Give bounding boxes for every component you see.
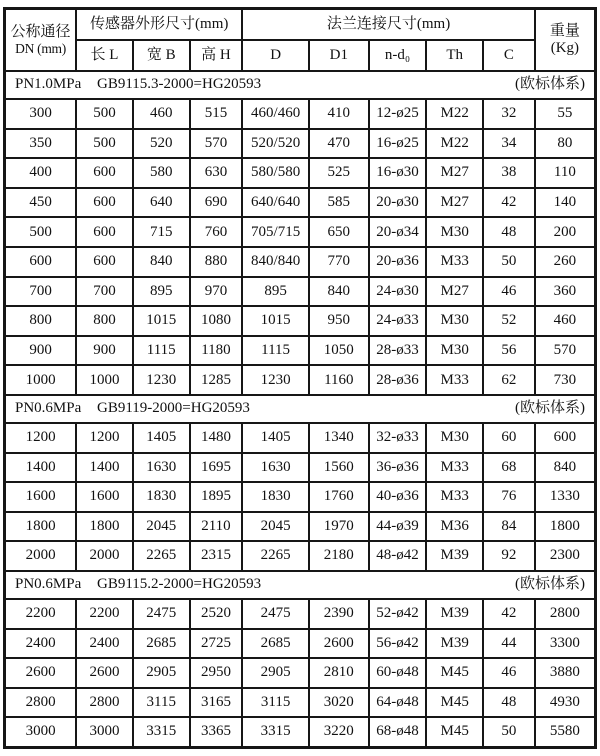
- table-cell: 48: [483, 217, 535, 247]
- table-row: [5, 365, 596, 395]
- table-cell: 12-ø25: [369, 99, 427, 129]
- table-cell: 570: [190, 129, 243, 159]
- header-sub-row: [5, 40, 596, 71]
- table-cell: 3315: [242, 717, 309, 747]
- header-weight-unit: (Kg): [550, 40, 580, 56]
- table-cell: 3115: [242, 688, 309, 718]
- table-cell: 2400: [76, 629, 133, 659]
- table-cell: 895: [133, 277, 190, 307]
- table-cell: 360: [535, 277, 596, 307]
- section-header-row: [5, 71, 596, 99]
- table-cell: 20-ø34: [369, 217, 427, 247]
- table-cell: M39: [426, 599, 483, 629]
- table-cell: 2800: [76, 688, 133, 718]
- table-cell: 460: [535, 306, 596, 336]
- table-cell: 1600: [5, 482, 77, 512]
- table-cell: 2685: [242, 629, 309, 659]
- table-cell: 1180: [190, 336, 243, 366]
- table-cell: 1400: [76, 453, 133, 483]
- table-cell: 110: [535, 158, 596, 188]
- table-cell: 1000: [5, 365, 77, 395]
- table-cell: 200: [535, 217, 596, 247]
- table-cell: 880: [190, 247, 243, 277]
- table-cell: 1480: [190, 423, 243, 453]
- table-row: [5, 158, 596, 188]
- table-row: [5, 512, 596, 542]
- table-cell: 1800: [5, 512, 77, 542]
- table-cell: 24-ø30: [369, 277, 427, 307]
- table-cell: 600: [76, 188, 133, 218]
- table-cell: 450: [5, 188, 77, 218]
- table-row: [5, 482, 596, 512]
- table-cell: 3300: [535, 629, 596, 659]
- header-dn: [5, 9, 77, 72]
- table-cell: 500: [76, 129, 133, 159]
- table-cell: M33: [426, 365, 483, 395]
- table-cell: 62: [483, 365, 535, 395]
- table-cell: 760: [190, 217, 243, 247]
- table-cell: 48-ø42: [369, 541, 427, 571]
- table-cell: 2110: [190, 512, 243, 542]
- table-cell: 1050: [309, 336, 369, 366]
- table-cell: 2520: [190, 599, 243, 629]
- section-system: (欧标体系): [515, 400, 585, 417]
- dimension-table: [3, 7, 597, 749]
- table-cell: 56: [483, 336, 535, 366]
- table-cell: M39: [426, 541, 483, 571]
- table-row: [5, 129, 596, 159]
- header-flange-group: 法兰连接尺寸(mm): [242, 9, 534, 41]
- table-cell: M33: [426, 247, 483, 277]
- table-cell: M27: [426, 277, 483, 307]
- table-cell: 32-ø33: [369, 423, 427, 453]
- table-cell: 3020: [309, 688, 369, 718]
- table-cell: 2600: [309, 629, 369, 659]
- table-cell: 350: [5, 129, 77, 159]
- table-cell: 34: [483, 129, 535, 159]
- table-cell: 2180: [309, 541, 369, 571]
- section-standard: GB9119-2000=HG20593: [97, 400, 250, 417]
- table-cell: 2200: [76, 599, 133, 629]
- header-length: 长 L: [76, 40, 133, 71]
- table-cell: 46: [483, 658, 535, 688]
- header-height: 高 H: [190, 40, 243, 71]
- section-header-cell: [5, 571, 596, 599]
- table-cell: 2725: [190, 629, 243, 659]
- table-cell: 2045: [242, 512, 309, 542]
- table-cell: M45: [426, 658, 483, 688]
- table-cell: 600: [76, 217, 133, 247]
- header-sensor-group: 传感器外形尺寸(mm): [76, 9, 242, 41]
- section-pressure: PN1.0MPa: [15, 76, 82, 93]
- section-header-cell: [5, 395, 596, 423]
- table-cell: 580/580: [242, 158, 309, 188]
- table-cell: 840/840: [242, 247, 309, 277]
- table-cell: 84: [483, 512, 535, 542]
- table-cell: 3315: [133, 717, 190, 747]
- table-cell: 3165: [190, 688, 243, 718]
- section-header-row: [5, 571, 596, 599]
- table-cell: 3115: [133, 688, 190, 718]
- table-cell: 55: [535, 99, 596, 129]
- table-cell: 2000: [5, 541, 77, 571]
- table-cell: 410: [309, 99, 369, 129]
- table-cell: M33: [426, 482, 483, 512]
- table-cell: 48: [483, 688, 535, 718]
- table-cell: 4930: [535, 688, 596, 718]
- table-cell: 36-ø36: [369, 453, 427, 483]
- table-cell: 600: [535, 423, 596, 453]
- table-cell: 60-ø48: [369, 658, 427, 688]
- table-cell: 970: [190, 277, 243, 307]
- table-cell: M30: [426, 336, 483, 366]
- table-cell: 840: [535, 453, 596, 483]
- table-cell: 5580: [535, 717, 596, 747]
- table-cell: 500: [5, 217, 77, 247]
- table-cell: 2265: [242, 541, 309, 571]
- header-width: 宽 B: [133, 40, 190, 71]
- table-cell: 1970: [309, 512, 369, 542]
- table-cell: 650: [309, 217, 369, 247]
- table-cell: M30: [426, 423, 483, 453]
- section-header-row: [5, 395, 596, 423]
- header-d1: D1: [309, 40, 369, 71]
- table-cell: 42: [483, 599, 535, 629]
- table-row: [5, 217, 596, 247]
- table-cell: 500: [76, 99, 133, 129]
- section-header-cell: [5, 71, 596, 99]
- table-cell: 3880: [535, 658, 596, 688]
- table-cell: 80: [535, 129, 596, 159]
- table-cell: 520: [133, 129, 190, 159]
- table-row: [5, 688, 596, 718]
- table-cell: M22: [426, 99, 483, 129]
- table-cell: 60: [483, 423, 535, 453]
- table-cell: 690: [190, 188, 243, 218]
- table-cell: 64-ø48: [369, 688, 427, 718]
- table-cell: 1400: [5, 453, 77, 483]
- table-cell: 1330: [535, 482, 596, 512]
- table-cell: 1115: [242, 336, 309, 366]
- header-c: C: [483, 40, 535, 71]
- table-cell: 1000: [76, 365, 133, 395]
- table-row: [5, 336, 596, 366]
- section-system: (欧标体系): [515, 76, 585, 93]
- table-row: [5, 453, 596, 483]
- table-cell: 2600: [76, 658, 133, 688]
- header-dn-title: 公称通径: [10, 23, 71, 40]
- table-cell: 585: [309, 188, 369, 218]
- table-cell: 1200: [5, 423, 77, 453]
- table-cell: 1830: [242, 482, 309, 512]
- table-cell: 1340: [309, 423, 369, 453]
- table-cell: 28-ø33: [369, 336, 427, 366]
- table-cell: 460: [133, 99, 190, 129]
- table-cell: 715: [133, 217, 190, 247]
- table-cell: 1405: [133, 423, 190, 453]
- table-cell: 3000: [5, 717, 77, 747]
- table-cell: 46: [483, 277, 535, 307]
- table-row: [5, 188, 596, 218]
- table-row: [5, 629, 596, 659]
- table-cell: 900: [5, 336, 77, 366]
- table-cell: 68-ø48: [369, 717, 427, 747]
- table-cell: 42: [483, 188, 535, 218]
- table-cell: 1285: [190, 365, 243, 395]
- table-cell: 2685: [133, 629, 190, 659]
- table-cell: 570: [535, 336, 596, 366]
- table-cell: 2475: [242, 599, 309, 629]
- table-row: [5, 599, 596, 629]
- header-n-d0: n-d₀: [369, 40, 427, 71]
- table-cell: 2810: [309, 658, 369, 688]
- table-cell: 1405: [242, 423, 309, 453]
- section-system: (欧标体系): [515, 576, 585, 593]
- table-cell: M22: [426, 129, 483, 159]
- table-cell: 50: [483, 717, 535, 747]
- table-row: [5, 423, 596, 453]
- table-cell: 44-ø39: [369, 512, 427, 542]
- table-cell: M36: [426, 512, 483, 542]
- table-cell: M27: [426, 158, 483, 188]
- table-cell: 1895: [190, 482, 243, 512]
- table-cell: 1230: [133, 365, 190, 395]
- table-cell: 770: [309, 247, 369, 277]
- table-cell: 1760: [309, 482, 369, 512]
- table-cell: 1200: [76, 423, 133, 453]
- table-cell: 52-ø42: [369, 599, 427, 629]
- table-cell: 460/460: [242, 99, 309, 129]
- table-cell: 50: [483, 247, 535, 277]
- table-cell: 1160: [309, 365, 369, 395]
- table-cell: 895: [242, 277, 309, 307]
- table-header: [5, 9, 596, 72]
- table-cell: M45: [426, 688, 483, 718]
- table-cell: M33: [426, 453, 483, 483]
- table-cell: 1800: [535, 512, 596, 542]
- table-cell: 2905: [133, 658, 190, 688]
- table-cell: M30: [426, 306, 483, 336]
- table-cell: 525: [309, 158, 369, 188]
- table-cell: 1830: [133, 482, 190, 512]
- table-cell: 600: [76, 247, 133, 277]
- table-cell: 2200: [5, 599, 77, 629]
- table-cell: 16-ø30: [369, 158, 427, 188]
- table-cell: 2045: [133, 512, 190, 542]
- table-body: [5, 71, 596, 747]
- table-cell: 800: [5, 306, 77, 336]
- table-cell: 44: [483, 629, 535, 659]
- table-cell: 28-ø36: [369, 365, 427, 395]
- table-cell: 3000: [76, 717, 133, 747]
- table-cell: 2315: [190, 541, 243, 571]
- header-group-row: [5, 9, 596, 41]
- section-standard: GB9115.2-2000=HG20593: [97, 576, 262, 593]
- table-cell: 1600: [76, 482, 133, 512]
- table-cell: 705/715: [242, 217, 309, 247]
- table-cell: 800: [76, 306, 133, 336]
- table-cell: 2000: [76, 541, 133, 571]
- table-cell: 580: [133, 158, 190, 188]
- table-cell: 1230: [242, 365, 309, 395]
- table-cell: 1080: [190, 306, 243, 336]
- table-cell: 470: [309, 129, 369, 159]
- table-cell: 2300: [535, 541, 596, 571]
- table-cell: 1630: [133, 453, 190, 483]
- table-cell: 3220: [309, 717, 369, 747]
- table-cell: 40-ø36: [369, 482, 427, 512]
- table-cell: 640: [133, 188, 190, 218]
- table-cell: 68: [483, 453, 535, 483]
- table-cell: 2800: [5, 688, 77, 718]
- table-cell: 56-ø42: [369, 629, 427, 659]
- table-row: [5, 306, 596, 336]
- table-cell: 1115: [133, 336, 190, 366]
- table-cell: 2905: [242, 658, 309, 688]
- header-d: D: [242, 40, 309, 71]
- table-cell: 2800: [535, 599, 596, 629]
- header-weight-title: 重量: [549, 22, 580, 39]
- table-cell: 20-ø36: [369, 247, 427, 277]
- table-cell: M27: [426, 188, 483, 218]
- table-row: [5, 717, 596, 747]
- table-cell: 700: [76, 277, 133, 307]
- table-cell: 1800: [76, 512, 133, 542]
- table-row: [5, 541, 596, 571]
- table-cell: 1015: [242, 306, 309, 336]
- section-pressure: PN0.6MPa: [15, 400, 82, 417]
- table-row: [5, 658, 596, 688]
- table-cell: 840: [309, 277, 369, 307]
- table-cell: 1560: [309, 453, 369, 483]
- table-row: [5, 247, 596, 277]
- table-cell: 260: [535, 247, 596, 277]
- table-cell: 38: [483, 158, 535, 188]
- header-th: Th: [426, 40, 483, 71]
- table-cell: M30: [426, 217, 483, 247]
- table-cell: 400: [5, 158, 77, 188]
- table-cell: 2950: [190, 658, 243, 688]
- table-cell: 520/520: [242, 129, 309, 159]
- table-cell: 600: [76, 158, 133, 188]
- table-row: [5, 277, 596, 307]
- table-cell: 16-ø25: [369, 129, 427, 159]
- table-cell: 730: [535, 365, 596, 395]
- table-cell: 840: [133, 247, 190, 277]
- table-cell: 2400: [5, 629, 77, 659]
- table-cell: M45: [426, 717, 483, 747]
- table-cell: 3365: [190, 717, 243, 747]
- table-cell: 92: [483, 541, 535, 571]
- table-cell: 700: [5, 277, 77, 307]
- table-cell: 300: [5, 99, 77, 129]
- table-cell: 1015: [133, 306, 190, 336]
- table-cell: 2600: [5, 658, 77, 688]
- table-cell: 1630: [242, 453, 309, 483]
- table-row: [5, 99, 596, 129]
- table-cell: 2265: [133, 541, 190, 571]
- table-cell: 2475: [133, 599, 190, 629]
- table-cell: 900: [76, 336, 133, 366]
- table-cell: 515: [190, 99, 243, 129]
- table-cell: 1695: [190, 453, 243, 483]
- table-cell: M39: [426, 629, 483, 659]
- table-cell: 140: [535, 188, 596, 218]
- table-cell: 24-ø33: [369, 306, 427, 336]
- table-cell: 950: [309, 306, 369, 336]
- table-cell: 2390: [309, 599, 369, 629]
- table-cell: 20-ø30: [369, 188, 427, 218]
- table-cell: 600: [5, 247, 77, 277]
- table-cell: 52: [483, 306, 535, 336]
- header-weight: [535, 9, 596, 72]
- table-cell: 630: [190, 158, 243, 188]
- section-standard: GB9115.3-2000=HG20593: [97, 76, 262, 93]
- table-cell: 640/640: [242, 188, 309, 218]
- table-cell: 32: [483, 99, 535, 129]
- header-dn-unit: DN (mm): [15, 40, 66, 56]
- table-cell: 76: [483, 482, 535, 512]
- section-pressure: PN0.6MPa: [15, 576, 82, 593]
